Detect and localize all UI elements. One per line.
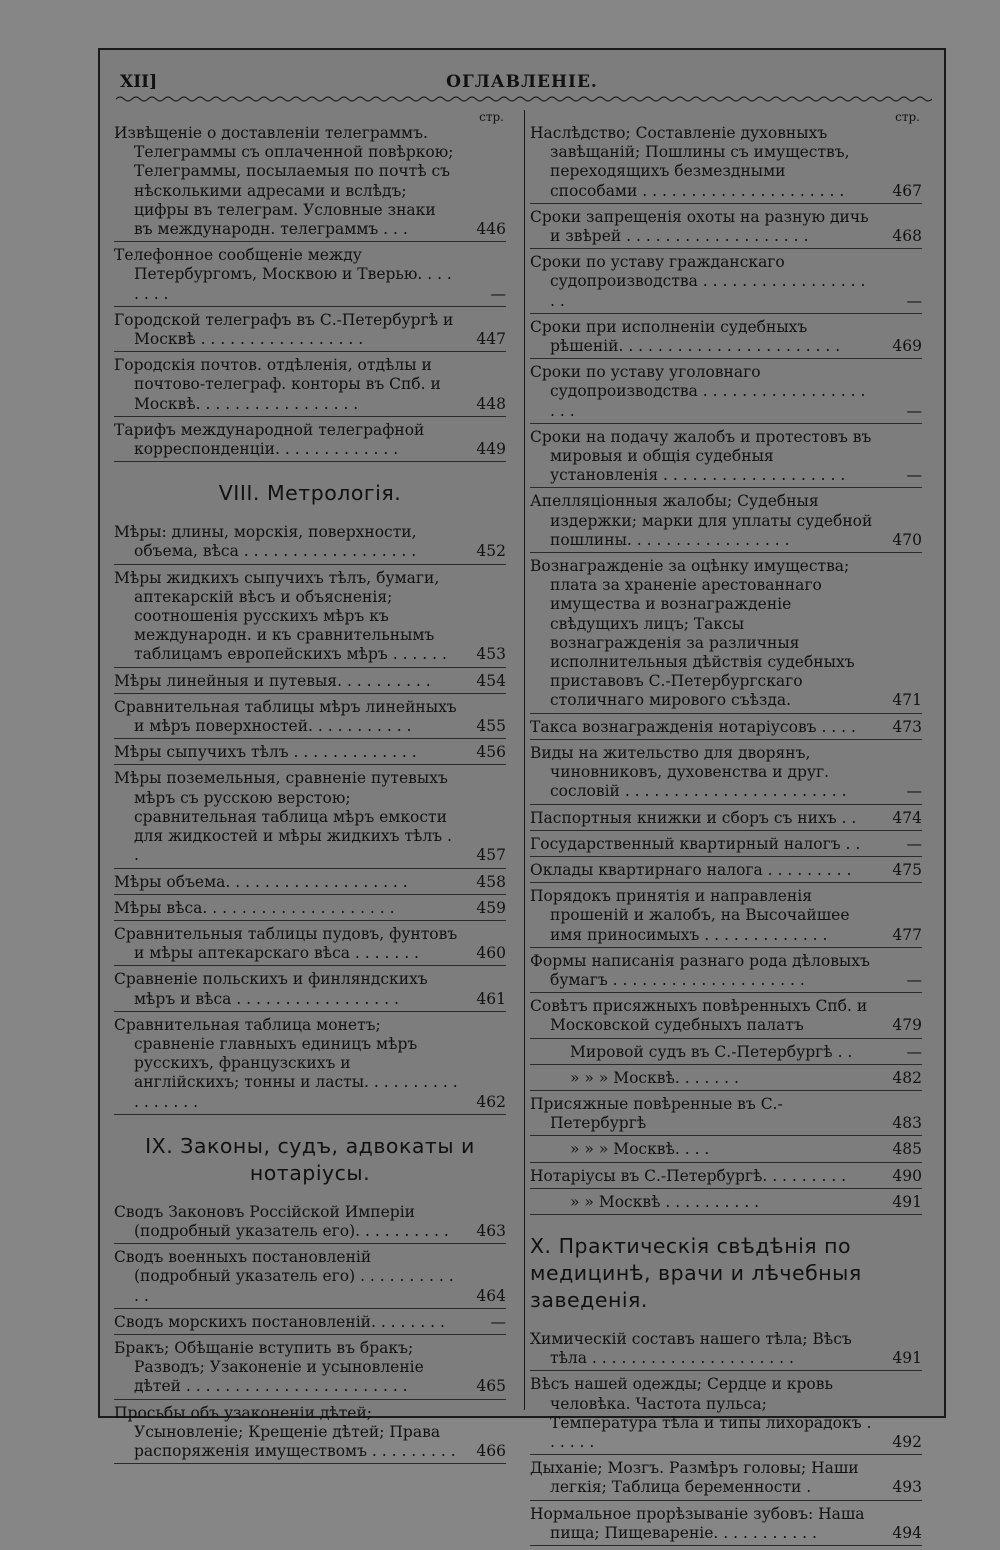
column-divider <box>524 110 525 1410</box>
toc-entry-title: Тарифъ международной телеграфной корреспонденціи. . . . . . . . . . . . . <box>114 420 425 459</box>
toc-entry-page: 469 <box>892 337 922 356</box>
toc-entry <box>114 698 506 739</box>
toc-entry-page: 483 <box>892 1114 922 1133</box>
toc-entry-title: Дыханіе; Мозгъ. Размѣръ головы; Наши легкія; Таблица беременности . <box>530 1459 859 1497</box>
page-column-label-right: стр. <box>895 110 920 124</box>
toc-entry <box>530 318 922 359</box>
toc-entry <box>114 672 506 694</box>
toc-entry-title: Вознагражденіе за оцѣнку имущества; плата за храненіе арестованнаго имущества и вознагражденіе свѣдущихъ лицъ; Таксы вознагражденія за различныя исполнительныя дѣйствія судебныхъ приставовъ С.-Петербургскаго столичнаго мирового съѣзда. <box>530 557 855 710</box>
toc-entry-page: 459 <box>476 898 506 917</box>
toc-entry-title: Городской телеграфъ въ С.-Петербургѣ и Москвѣ . . . . . . . . . . . . . . . . . <box>114 310 454 349</box>
page-number: XII] <box>120 72 158 92</box>
toc-entry-page: 461 <box>476 989 506 1008</box>
toc-entry <box>114 1313 506 1335</box>
toc-entry <box>530 1140 922 1162</box>
toc-entry-title: » » » Москвѣ. . . . . . . <box>570 1068 739 1087</box>
toc-entry <box>530 428 922 489</box>
toc-entry <box>114 523 506 564</box>
toc-entry <box>530 492 922 553</box>
toc-entry-page: 491 <box>892 1192 922 1211</box>
toc-entry-title: Государственный квартирный налогъ . . <box>530 834 861 853</box>
toc-entry <box>114 356 506 417</box>
toc-entry <box>530 1375 922 1455</box>
section-heading-metrology: VIII. Метрологія. <box>218 481 402 506</box>
toc-entry <box>114 124 506 242</box>
toc-entry-page: 471 <box>892 691 922 710</box>
toc-entry-title: Мѣры: длины, морскія, поверхности, объема, вѣса . . . . . . . . . . . . . . . . . . <box>114 523 417 561</box>
toc-entry-title: Городскія почтов. отдѣленія, отдѣлы и почтово-телеграф. конторы въ Спб. и Москвѣ. . . . . . . . . . . . . . . . . <box>114 356 441 413</box>
toc-entry <box>114 873 506 895</box>
toc-entry-page: 467 <box>892 181 922 200</box>
toc-entry <box>530 1167 922 1189</box>
toc-entry-page: — <box>490 1312 506 1331</box>
toc-entry <box>114 925 506 966</box>
toc-entry <box>530 1330 922 1371</box>
toc-entry-title: Сравнительная таблицы мѣръ линейныхъ и мѣръ поверхностей. . . . . . . . . . . <box>114 697 457 736</box>
toc-entry-page: — <box>906 834 922 853</box>
toc-entry-page: 485 <box>892 1140 922 1159</box>
toc-group-right-2 <box>530 1330 922 1546</box>
toc-entry <box>530 208 922 249</box>
toc-entry <box>114 421 506 462</box>
toc-entry-title: Сводъ Законовъ Россійской Имперіи (подробный указатель его). . . . . . . . . . <box>114 1202 449 1240</box>
toc-entry-title: Мировой судъ въ С.-Петербургѣ . . <box>570 1042 853 1061</box>
toc-entry <box>530 1505 922 1546</box>
toc-entry-title: Сравнительная таблица монетъ; сравненіе главныхъ единицъ мѣръ русскихъ, французскихъ и англійскихъ; тонны и ласты. . . . . . . . . . . . . . . . . <box>114 1015 458 1111</box>
toc-entry-title: Апелляціонныя жалобы; Судебныя издержки; марки для уплаты судебной пошлины. . . . . . . . . . . . . . . . . <box>530 492 873 549</box>
toc-entry-page: 482 <box>892 1068 922 1087</box>
toc-entry-page: 466 <box>476 1441 506 1460</box>
toc-entry-page: 448 <box>476 394 506 413</box>
toc-entry-page: — <box>906 970 922 989</box>
toc-entry-title: Мѣры поземельныя, сравненіе путевыхъ мѣръ съ русскою верстою; сравнительная таблица мѣръ емкости для жидкостей и мѣры жидкихъ тѣлъ . . <box>114 769 452 865</box>
toc-entry <box>530 952 922 993</box>
toc-entry <box>530 718 922 740</box>
toc-entry-page: 491 <box>892 1349 922 1368</box>
toc-entry-title: Сводъ морскихъ постановленій. . . . . . . . <box>114 1312 445 1331</box>
toc-entry-page: 468 <box>892 227 922 246</box>
toc-entry-title: Сроки запрещенія охоты на разную дичь и звѣрей . . . . . . . . . . . . . . . . . . . <box>530 207 869 246</box>
toc-entry-title: Бракъ; Обѣщаніе вступить въ бракъ; Разводъ; Узаконеніе и усыновленіе дѣтей . . . . . . . . . . . . . . . . . . . . . . . <box>114 1338 424 1396</box>
toc-entry-title: Порядокъ принятія и направленія прошеній и жалобъ, на Высочайшее имя приносимыхъ . . . . . . . . . . . . . <box>530 887 850 944</box>
toc-entry-title: Сводъ военныхъ постановленій (подробный указатель его) . . . . . . . . . . . . <box>114 1248 454 1305</box>
toc-entry-title: Мѣры линейныя и путевыя. . . . . . . . . . <box>114 671 431 690</box>
toc-entry-title: Химическій составъ нашего тѣла; Вѣсъ тѣла . . . . . . . . . . . . . . . . . . . . . <box>530 1329 852 1368</box>
toc-entry <box>530 253 922 314</box>
toc-entry-page: — <box>490 284 506 303</box>
toc-entry-page: — <box>906 401 922 420</box>
right-column <box>530 110 922 1550</box>
toc-entry-page: 492 <box>892 1432 922 1451</box>
toc-entry-title: Сроки при исполненіи судебныхъ рѣшеній. . . . . . . . . . . . . . . . . . . . . . . <box>530 317 841 356</box>
page-title: ОГЛАВЛЕНІЕ. <box>446 72 598 92</box>
toc-entry-title: Формы написанія разнаго рода дѣловыхъ бумагъ . . . . . . . . . . . . . . . . . . . . <box>530 951 870 989</box>
toc-entry-page: 449 <box>476 440 506 459</box>
toc-entry <box>114 1016 506 1115</box>
toc-entry-page: 452 <box>476 542 506 561</box>
toc-entry <box>530 809 922 831</box>
toc-entry <box>114 1339 506 1400</box>
toc-entry <box>530 997 922 1038</box>
toc-entry-page: 473 <box>892 717 922 736</box>
toc-entry <box>530 744 922 805</box>
toc-entry <box>530 1459 922 1500</box>
toc-entry-title: Мѣры жидкихъ сыпучихъ тѣлъ, бумаги, аптекарскій вѣсъ и объясненія; соотношенія русскихъ мѣръ къ международн. и къ сравнительнымъ таблицамъ европейскихъ мѣръ . . . . . . <box>114 568 447 664</box>
toc-group-left-3 <box>114 1203 506 1464</box>
toc-entry-title: Сроки по уставу уголовнаго судопроизводства . . . . . . . . . . . . . . . . . . . . <box>530 363 866 420</box>
toc-entry-page: 479 <box>892 1016 922 1035</box>
toc-entry <box>530 1193 922 1215</box>
toc-entry-title: Наслѣдство; Составленіе духовныхъ завѣщаній; Пошлины съ имуществъ, переходящихъ безмездными способами . . . . . . . . . . . . . . . . . . . . . <box>530 124 850 200</box>
toc-entry-page: 494 <box>892 1523 922 1542</box>
document-page <box>98 48 946 1542</box>
toc-entry-page: 474 <box>892 808 922 827</box>
toc-group-left-1 <box>114 124 506 462</box>
toc-entry-page: — <box>906 291 922 310</box>
toc-entry-page: — <box>906 1042 922 1061</box>
toc-entry-title: Мѣры объема. . . . . . . . . . . . . . . . . . . <box>114 872 408 891</box>
toc-entry-title: Сроки по уставу гражданскаго судопроизводства . . . . . . . . . . . . . . . . . . . <box>530 253 866 310</box>
toc-entry-page: 458 <box>476 872 506 891</box>
toc-entry <box>530 1043 922 1065</box>
toc-entry-page: — <box>906 466 922 485</box>
toc-entry-page: — <box>906 782 922 801</box>
toc-entry-title: Мѣры вѣса. . . . . . . . . . . . . . . . . . . . <box>114 898 395 917</box>
toc-entry <box>114 769 506 868</box>
toc-entry-title: Нотаріусы въ С.-Петербургѣ. . . . . . . . . <box>530 1166 847 1185</box>
toc-entry-title: Сравненіе польскихъ и финляндскихъ мѣръ и вѣса . . . . . . . . . . . . . . . . . <box>114 970 428 1008</box>
toc-entry-title: » » Москвѣ . . . . . . . . . . <box>570 1192 760 1211</box>
toc-entry <box>114 899 506 921</box>
wavy-rule <box>116 94 932 104</box>
toc-entry-page: 453 <box>476 645 506 664</box>
toc-entry <box>530 363 922 424</box>
toc-entry <box>114 1203 506 1244</box>
toc-entry-page: 493 <box>892 1478 922 1497</box>
toc-entry <box>114 1248 506 1309</box>
toc-entry <box>530 124 922 204</box>
toc-entry-title: Извѣщеніе о доставленіи телеграммъ. Телеграммы съ оплаченной повѣркою; Телеграммы, посылаемыя по почтѣ съ нѣсколькими адресами и вслѣдъ; цифры въ телеграм. Условные знаки въ международн. телеграммъ . . . <box>114 124 454 239</box>
toc-entry <box>114 246 506 307</box>
page-column-label: стр. <box>479 110 504 124</box>
toc-entry <box>114 970 506 1011</box>
toc-entry-page: 447 <box>476 330 506 349</box>
toc-entry-title: Сравнительныя таблицы пудовъ, фунтовъ и мѣры аптекарскаго вѣса . . . . . . . <box>114 924 458 963</box>
toc-entry-page: 470 <box>892 530 922 549</box>
section-heading-laws: IX. Законы, судъ, адвокаты и нотаріусы. <box>145 1133 475 1185</box>
toc-entry <box>530 1095 922 1136</box>
toc-entry-page: 490 <box>892 1166 922 1185</box>
toc-entry-title: Сроки на подачу жалобъ и протестовъ въ мировыя и общія судебныя установленія . . . . . . . . . . . . . . . . . . . <box>530 427 872 485</box>
toc-entry-page: 462 <box>476 1092 506 1111</box>
toc-entry-title: Такса вознагражденія нотаріусовъ . . . . <box>530 717 856 736</box>
toc-entry <box>114 311 506 352</box>
toc-entry <box>114 569 506 668</box>
toc-entry <box>530 861 922 883</box>
toc-entry-title: Просьбы объ узаконеніи дѣтей; Усыновленіе; Крещеніе дѣтей; Права распоряженія имуществомъ . . . . . . . . . <box>114 1403 456 1460</box>
toc-entry-page: 475 <box>892 860 922 879</box>
toc-group-right-1 <box>530 124 922 1215</box>
toc-group-left-2 <box>114 523 506 1114</box>
toc-entry-title: Нормальное прорѣзываніе зубовъ: Наша пища; Пищевареніе. . . . . . . . . . . <box>530 1504 865 1542</box>
toc-entry <box>114 1404 506 1465</box>
toc-entry <box>530 887 922 948</box>
toc-entry <box>530 557 922 714</box>
left-column <box>114 110 506 1468</box>
toc-entry-page: 460 <box>476 944 506 963</box>
toc-entry-title: » » » Москвѣ. . . . <box>570 1140 710 1159</box>
toc-entry-title: Мѣры сыпучихъ тѣлъ . . . . . . . . . . . . . <box>114 743 417 762</box>
toc-entry-page: 456 <box>476 743 506 762</box>
toc-entry <box>114 743 506 765</box>
toc-entry-page: 464 <box>476 1286 506 1305</box>
toc-entry-page: 457 <box>476 846 506 865</box>
toc-entry-title: Виды на жительство для дворянъ, чиновниковъ, духовенства и друг. сословій . . . . . . . . . . . . . . . . . . . . . . . <box>530 743 847 801</box>
toc-entry-title: Присяжные повѣренные въ С.-Петербургѣ <box>530 1094 783 1133</box>
toc-entry-title: Оклады квартирнаго налога . . . . . . . . . <box>530 860 852 879</box>
toc-entry <box>530 835 922 857</box>
section-heading-medicine: X. Практическія свѣдѣнія по медицинѣ, врачи и лѣчебныя заведенія. <box>530 1233 862 1312</box>
toc-entry-page: 454 <box>476 671 506 690</box>
toc-entry-page: 477 <box>892 925 922 944</box>
toc-entry-title: Телефонное сообщеніе между Петербургомъ, Москвою и Тверью. . . . . . . . <box>114 246 452 303</box>
toc-entry <box>530 1069 922 1091</box>
toc-entry-page: 465 <box>476 1377 506 1396</box>
toc-entry-page: 446 <box>476 220 506 239</box>
toc-entry-title: Вѣсъ нашей одежды; Сердце и кровь человѣка. Частота пульса; Температура тѣла и типы лихорадокъ . . . . . . <box>530 1375 872 1451</box>
toc-entry-page: 463 <box>476 1221 506 1240</box>
toc-entry-title: Паспортныя книжки и сборъ съ нихъ . . <box>530 808 857 827</box>
toc-entry-page: 455 <box>476 717 506 736</box>
toc-entry-title: Совѣтъ присяжныхъ повѣренныхъ Спб. и Московской судебныхъ палатъ <box>530 997 868 1035</box>
